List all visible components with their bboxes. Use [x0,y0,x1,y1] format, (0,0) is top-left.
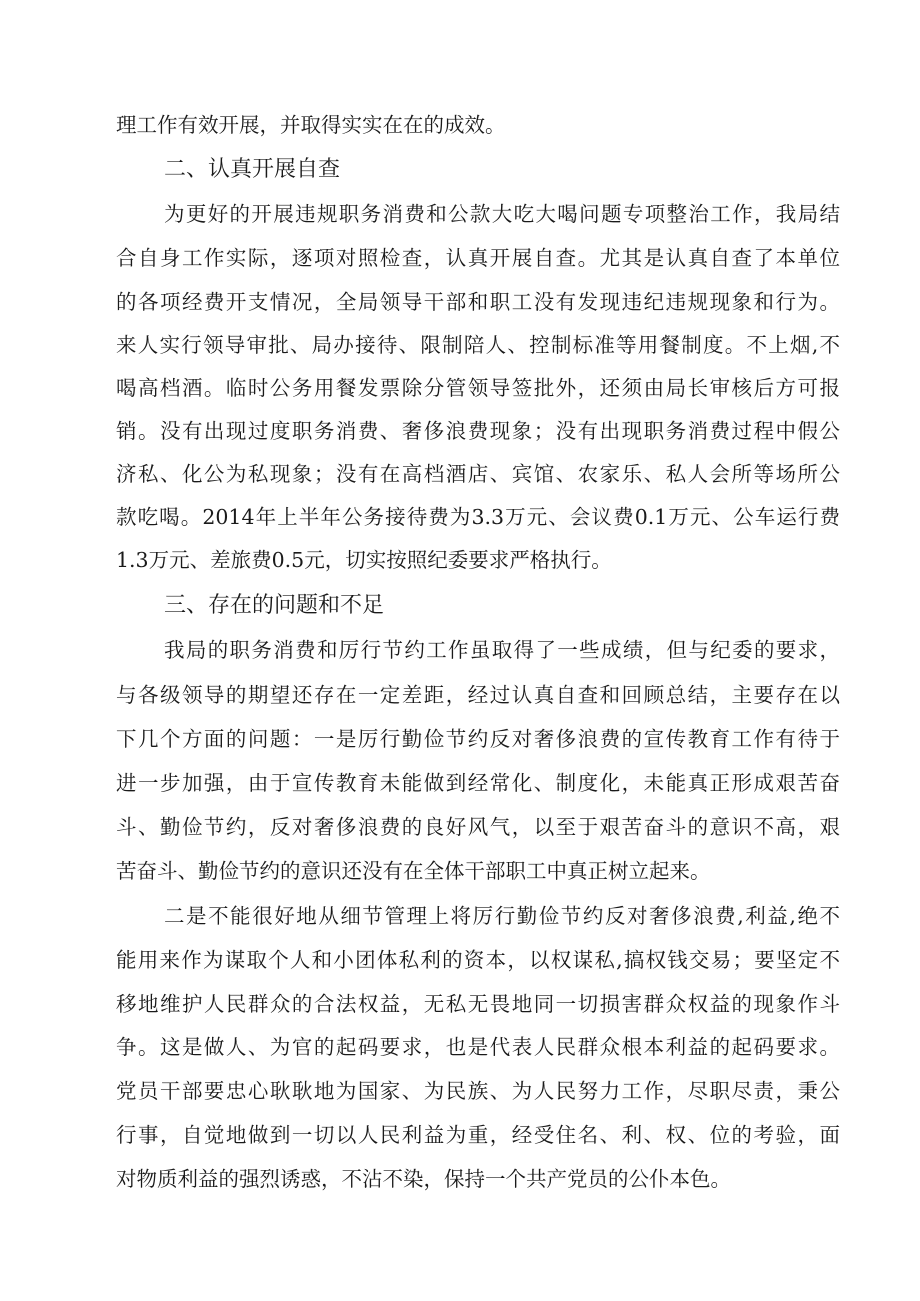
paragraph-line: 移地维护人民群众的合法权益，无私无畏地同一切损害群众权益的现象作斗 [116,992,840,1016]
paragraph-line: 的各项经费开支情况，全局领导干部和职工没有发现违纪违规现象和行为。 [116,290,840,314]
paragraph-line: 销。没有出现过度职务消费、奢侈浪费现象；没有出现职务消费过程中假公 [116,419,840,443]
paragraph-line: 二是不能很好地从细节管理上将厉行勤俭节约反对奢侈浪费,利益,绝不 [164,904,840,928]
paragraph-line: 行事，自觉地做到一切以人民利益为重，经受住名、利、权、位的考验，面 [116,1123,840,1147]
section-heading-2: 二、认真开展自查 [164,157,341,182]
paragraph-line: 苦奋斗、勤俭节约的意识还没有在全体干部职工中真正树立起来。 [116,859,711,883]
paragraph-line: 党员干部要忠心耿耿地为国家、为民族、为人民努力工作，尽职尽责，秉公 [116,1079,840,1103]
paragraph-line: 1.3万元、差旅费0.5元，切实按照纪委要求严格执行。 [116,548,612,572]
section-heading-3: 三、存在的问题和不足 [164,593,385,618]
paragraph-line: 喝高档酒。临时公务用餐发票除分管领导签批外，还须由局长审核后方可报 [116,376,840,400]
paragraph-line: 对物质利益的强烈诱惑，不沾不染，保持一个共产党员的公仆本色。 [116,1167,731,1191]
paragraph-line: 斗、勤俭节约，反对奢侈浪费的良好风气，以至于艰苦奋斗的意识不高，艰 [116,815,840,839]
paragraph-line: 来人实行领导审批、局办接待、限制陪人、控制标准等用餐制度。不上烟,不 [116,333,840,357]
paragraph-line: 为更好的开展违规职务消费和公款大吃大喝问题专项整治工作，我局结 [164,202,840,226]
paragraph-line: 能用来作为谋取个人和小团体私利的资本，以权谋私,搞权钱交易；要坚定不 [116,948,840,972]
paragraph-line: 理工作有效开展，并取得实实在在的成效。 [116,113,506,137]
paragraph-line: 与各级领导的期望还存在一定差距，经过认真自查和回顾总结，主要存在以 [116,683,840,707]
paragraph-line: 济私、化公为私现象；没有在高档酒店、宾馆、农家乐、私人会所等场所公 [116,462,840,486]
paragraph-line: 款吃喝。2014年上半年公务接待费为3.3万元、会议费0.1万元、公车运行费 [116,505,840,529]
paragraph-line: 合自身工作实际，逐项对照检查，认真开展自查。尤其是认真自查了本单位 [116,246,840,270]
paragraph-line: 争。这是做人、为官的起码要求，也是代表人民群众根本利益的起码要求。 [116,1035,840,1059]
paragraph-line: 我局的职务消费和厉行节约工作虽取得了一些成绩，但与纪委的要求， [164,638,840,662]
paragraph-line: 进一步加强，由于宣传教育未能做到经常化、制度化，未能真正形成艰苦奋 [116,771,840,795]
paragraph-line: 下几个方面的问题：一是厉行勤俭节约反对奢侈浪费的宣传教育工作有待于 [116,727,840,751]
